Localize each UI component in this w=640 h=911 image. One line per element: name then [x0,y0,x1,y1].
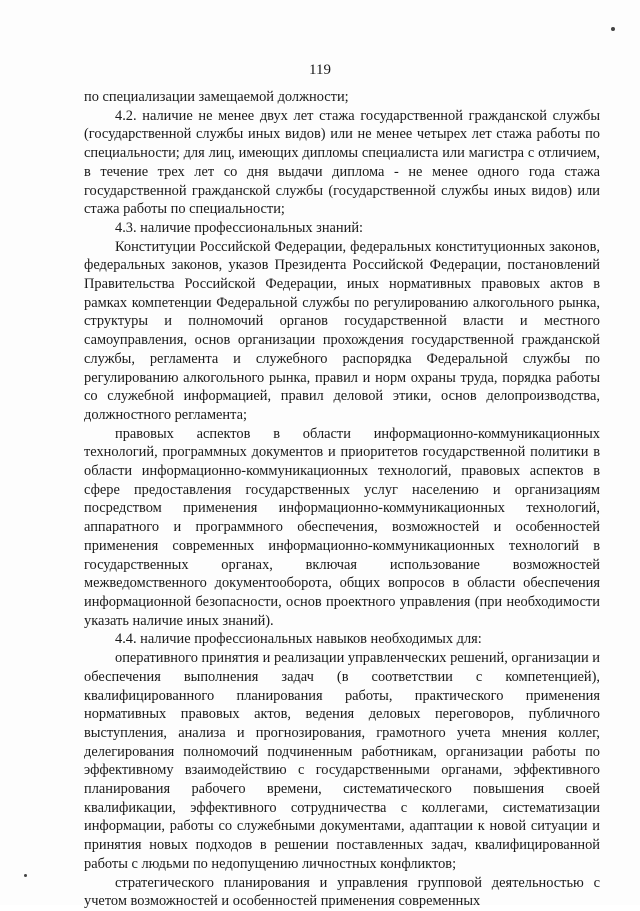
paragraph: 4.3. наличие профессиональных знаний: [115,219,364,236]
document-body [84,88,600,911]
paragraph: 4.4. наличие профессиональных навыков необходимых для: [115,631,482,648]
scan-speck [24,874,27,877]
scan-speck [611,27,615,31]
page-number: 119 [309,62,331,78]
paragraph: Конституции Российской Федерации, федеральных конституционных законов, федеральных законов, указов Президента Российской Федерации, постановлений Правительства Российской Федерации, иных нормативных правовых актов в рамках компетенции Федеральной службы по регулированию алкогольного рынка, структуры и полномочий органов государственной власти и местного самоуправления, основ организации прохождения государственной гражданской службы, регламента и служебного распорядка Федеральной службы по регулированию алкогольного рынка, правил и норм охраны труда, порядка работы со служебной информацией, правил деловой этики, основ делопроизводства, должностного регламента; [84,238,600,423]
paragraph: 4.2. наличие не менее двух лет стажа государственной гражданской службы (государственной службы иных видов) или не менее четырех лет стажа работы по специальности; для лиц, имеющих дипломы специалиста или магистра с отличием, в течение трех лет со дня выдачи диплома - не менее одного года стажа государственной гражданской службы (государственной службы иных видов) или стажа работы по специальности; [84,107,600,218]
paragraph: по специализации замещаемой должности; [84,89,349,105]
paragraph: правовых аспектов в области информационно-коммуникационных технологий, программных документов и приоритетов государственной политики в области информационно-коммуникационных технологий, правовых аспектов в сфере предоставления государственных услуг населению и организациям посредством применения информационно-коммуникационных технологий, аппаратного и программного обеспечения, возможностей и особенностей применения современных информационно-коммуникационных технологий в государственных органах, включая использование возможностей межведомственного документооборота, общих вопросов в области обеспечения информационной безопасности, основ проектного управления (при необходимости указать наличие иных знаний). [84,425,600,629]
paragraph: оперативного принятия и реализации управленческих решений, организации и обеспечения выполнения задач (в соответствии с компетенцией), квалифицированного планирования работы, практического применения нормативных правовых актов, ведения деловых переговоров, публичного выступления, анализа и прогнозирования, грамотного учета мнения коллег, делегирования полномочий подчиненным работникам, организации работы по эффективному взаимодействию с государственными органами, эффективного планирования рабочего времени, систематического повышения своей квалификации, эффективного сотрудничества с коллегами, систематизации информации, работы со служебными документами, адаптации к новой ситуации и принятия новых подходов в решении поставленных задач, квалифицированной работы с людьми по недопущению личностных конфликтов; [84,650,600,872]
paragraph: стратегического планирования и управления групповой деятельностью с учетом возможностей и особенностей применения современных [84,874,600,910]
